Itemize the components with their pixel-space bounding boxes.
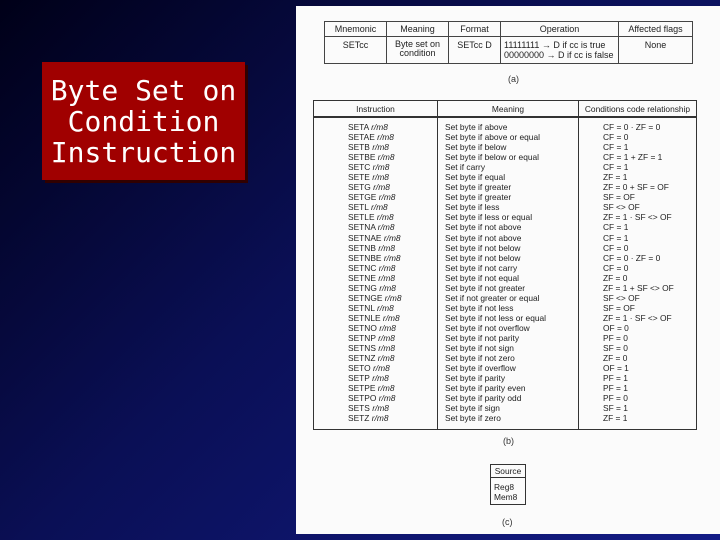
caption-c: (c) [502,517,513,527]
instruction-mnemonic: SETNO [348,322,377,333]
instruction-mnemonic: SETNE [348,272,376,283]
header-meaning: Meaning [387,22,449,37]
instruction-operand: r/m8 [372,172,389,183]
instruction-mnemonic: SETNZ [348,353,376,364]
instruction-cell [314,273,437,283]
instruction-mnemonic: SETGE [348,192,377,203]
condition-cell: CF = 0 [603,242,629,253]
meaning-cell: Set byte if not below [445,252,521,263]
operation-false: 00000000 → D if cc is false [504,50,614,60]
condition-cell: SF = OF [603,302,635,313]
instruction-operand: r/m8 [383,252,401,263]
instruction-cell [314,363,437,373]
condition-cell: CF = 1 [603,162,629,173]
header-conditions: Conditions code relationship [578,101,696,118]
meaning-cell: Set byte if overflow [445,363,516,374]
instruction-operand: r/m8 [379,282,396,293]
instruction-cell [314,303,437,313]
meaning-cell: Set byte if not less or equal [445,312,547,323]
header-mnemonic: Mnemonic [325,22,387,37]
meaning-cell: Set byte if not overflow [445,322,530,333]
meaning-cell: Set byte if above or equal [445,132,540,143]
condition-cell: ZF = 0 + SF = OF [603,182,669,193]
meaning-cell: Set byte if not sign [445,343,514,354]
instruction-mnemonic: SETNS [348,343,376,354]
instruction-summary-table [324,21,693,64]
condition-cell: CF = 1 [603,232,629,243]
instruction-cell [314,202,437,212]
instruction-mnemonic: SETNB [348,242,376,253]
instruction-mnemonic: SETNC [348,262,377,273]
instruction-mnemonic: SETNP [348,332,376,343]
instruction-operand: r/m8 [377,132,394,143]
instruction-cell [314,253,437,263]
title-line-2: Condition [67,104,220,138]
instruction-mnemonic: SETNA [348,222,376,233]
instruction-mnemonic: SETO [348,363,371,374]
instruction-operand: r/m8 [371,413,389,424]
instruction-cell [314,152,437,162]
instruction-cell [314,132,437,142]
table-row [325,37,693,64]
instruction-operand: r/m8 [372,403,389,414]
instruction-operand: r/m8 [378,242,396,253]
instruction-cell [314,182,437,192]
meaning-cell: Set byte if parity odd [445,393,522,404]
instruction-cell [314,212,437,222]
meaning-cell: Set byte if not less [445,302,514,313]
instruction-operand: r/m8 [382,312,400,323]
instruction-cell [314,333,437,343]
instruction-operand: r/m8 [376,212,394,223]
cell-operation [501,37,619,64]
instruction-mnemonic: SETS [348,403,370,414]
meaning-cell: Set byte if zero [445,413,501,424]
header-meaning: Meaning [437,101,578,118]
instruction-operand: r/m8 [383,232,401,243]
instruction-cell [314,243,437,253]
meaning-cell: Set byte if parity [445,373,506,384]
condition-cell: OF = 0 [603,322,629,333]
meaning-cell: Set byte if not parity [445,332,520,343]
instruction-mnemonic: SETNBE [348,252,382,263]
meaning-cell: Set byte if not above [445,232,522,243]
meaning-cell: Set byte if not greater [445,282,526,293]
instruction-operand: r/m8 [384,292,402,303]
source-table [490,464,526,505]
condition-cell: CF = 0 · ZF = 0 [603,252,661,263]
meaning-cell: Set byte if less [445,202,500,213]
condition-cell: SF = OF [603,192,635,203]
instruction-operand: r/m8 [372,373,389,384]
title-line-1: Byte Set on [50,73,237,107]
slide-title [42,62,245,180]
instruction-column [314,118,437,429]
meaning-cell: Set byte if not zero [445,353,515,364]
instruction-operand: r/m8 [378,192,396,203]
instruction-operand: r/m8 [378,343,396,354]
header-source: Source [491,465,525,478]
instruction-cell [314,403,437,413]
instruction-operand: r/m8 [378,332,395,343]
instruction-cell [314,373,437,383]
condition-cell: ZF = 0 [603,272,628,283]
condition-cell: CF = 0 [603,132,629,143]
title-line-3: Instruction [50,135,237,169]
instruction-cell [314,383,437,393]
meaning-cell: Set if not greater or equal [445,292,540,303]
instruction-mnemonic: SETNGE [348,292,383,303]
meaning-cell: Set byte if not below [445,242,521,253]
instruction-mnemonic: SETB [348,142,370,153]
condition-cell: OF = 1 [603,363,629,374]
instruction-operand: r/m8 [379,322,396,333]
condition-cell: ZF = 1 [603,172,628,183]
instruction-operand: r/m8 [378,262,396,273]
instruction-operand: r/m8 [372,363,390,374]
cell-mnemonic: SETcc [325,37,387,64]
instruction-mnemonic: SETL [348,202,369,213]
condition-cell: ZF = 1 [603,413,628,424]
instruction-cell [314,293,437,303]
condition-cell: PF = 1 [603,383,628,394]
instruction-cell [314,313,437,323]
instruction-operand: r/m8 [377,152,395,163]
instruction-operand: r/m8 [372,142,389,153]
instruction-mnemonic: SETLE [348,212,375,223]
header-affected-flags: Affected flags [619,22,693,37]
meaning-cell: Set byte if below or equal [445,152,540,163]
condition-cell: CF = 1 [603,222,629,233]
condition-cell: ZF = 1 · SF <> OF [603,212,672,223]
instruction-mnemonic: SETP [348,373,370,384]
scanned-document [296,6,720,534]
instruction-cell [314,162,437,172]
condition-cell: PF = 0 [603,393,628,404]
meaning-cell: Set byte if less or equal [445,212,533,223]
instruction-cell [314,353,437,363]
header-instruction: Instruction [314,101,437,118]
cell-format: SETcc D [449,37,501,64]
instruction-cell [314,142,437,152]
table-header-row [325,22,693,37]
instruction-cell [314,192,437,202]
meaning-column [437,118,578,429]
instruction-operand: r/m8 [378,393,396,404]
meaning-cell: Set if carry [445,162,486,173]
condition-cell: CF = 0 · ZF = 0 [603,122,661,132]
condition-cell: SF <> OF [603,202,640,213]
instruction-mnemonic: SETG [348,182,371,193]
source-reg8: Reg8 [494,482,515,492]
condition-cell: SF = 1 [603,403,628,414]
meaning-cell: Set byte if above [445,122,508,132]
instruction-cell [314,393,437,403]
instruction-operand: r/m8 [370,202,388,213]
condition-cell: PF = 1 [603,373,628,384]
instruction-mnemonic: SETPE [348,383,376,394]
instruction-operand: r/m8 [372,162,390,173]
meaning-cell: Set byte if greater [445,182,512,193]
instruction-cell [314,172,437,182]
instruction-mnemonic: SETNG [348,282,377,293]
instruction-cell [314,122,437,132]
instruction-operand: r/m8 [371,122,388,132]
condition-cell: ZF = 1 + SF <> OF [603,282,674,293]
caption-a: (a) [508,74,519,84]
condition-cell: ZF = 1 · SF <> OF [603,312,672,323]
cell-meaning: Byte set on condition [387,37,449,64]
cell-flags: None [619,37,693,64]
instruction-cell [314,263,437,273]
instruction-cell [314,343,437,353]
instruction-operand: r/m8 [377,302,394,313]
meaning-cell: Set byte if sign [445,403,500,414]
instruction-cell [314,283,437,293]
condition-cell: SF = 0 [603,343,628,354]
source-mem8: Mem8 [494,492,518,502]
instruction-mnemonic: SETA [348,122,369,132]
instruction-cell [314,222,437,232]
meaning-cell: Set byte if equal [445,172,506,183]
meaning-cell: Set byte if not above [445,222,522,233]
meaning-cell: Set byte if greater [445,192,512,203]
instruction-operand: r/m8 [373,182,390,193]
caption-b: (b) [503,436,514,446]
instruction-cell [314,323,437,333]
instruction-operand: r/m8 [377,353,395,364]
condition-cell: PF = 0 [603,332,628,343]
instruction-mnemonic: SETAE [348,132,375,143]
instruction-mnemonic: SETNLE [348,312,381,323]
instruction-mnemonic: SETPO [348,393,377,404]
instruction-operand: r/m8 [378,272,396,283]
meaning-cell: Set byte if below [445,142,507,153]
instruction-mnemonic: SETZ [348,413,370,424]
source-list [491,478,525,504]
condition-codes-table [313,100,697,430]
condition-cell: CF = 1 + ZF = 1 [603,152,663,163]
instruction-operand: r/m8 [377,222,395,233]
meaning-cell: Set byte if not equal [445,272,520,283]
instruction-operand: r/m8 [377,383,395,394]
header-operation: Operation [501,22,619,37]
meaning-cell: Set byte if not carry [445,262,518,273]
operation-true: 11111111 → D if cc is true [504,40,606,50]
condition-cell: ZF = 0 [603,353,628,364]
instruction-mnemonic: SETBE [348,152,376,163]
instruction-mnemonic: SETNAE [348,232,382,243]
instruction-mnemonic: SETNL [348,302,375,313]
instruction-mnemonic: SETE [348,172,370,183]
conditions-column [578,118,696,429]
instruction-cell [314,413,437,423]
header-format: Format [449,22,501,37]
condition-cell: SF <> OF [603,292,640,303]
instruction-cell [314,233,437,243]
meaning-cell: Set byte if parity even [445,383,526,394]
condition-cell: CF = 0 [603,262,629,273]
instruction-mnemonic: SETC [348,162,371,173]
condition-cell: CF = 1 [603,142,629,153]
